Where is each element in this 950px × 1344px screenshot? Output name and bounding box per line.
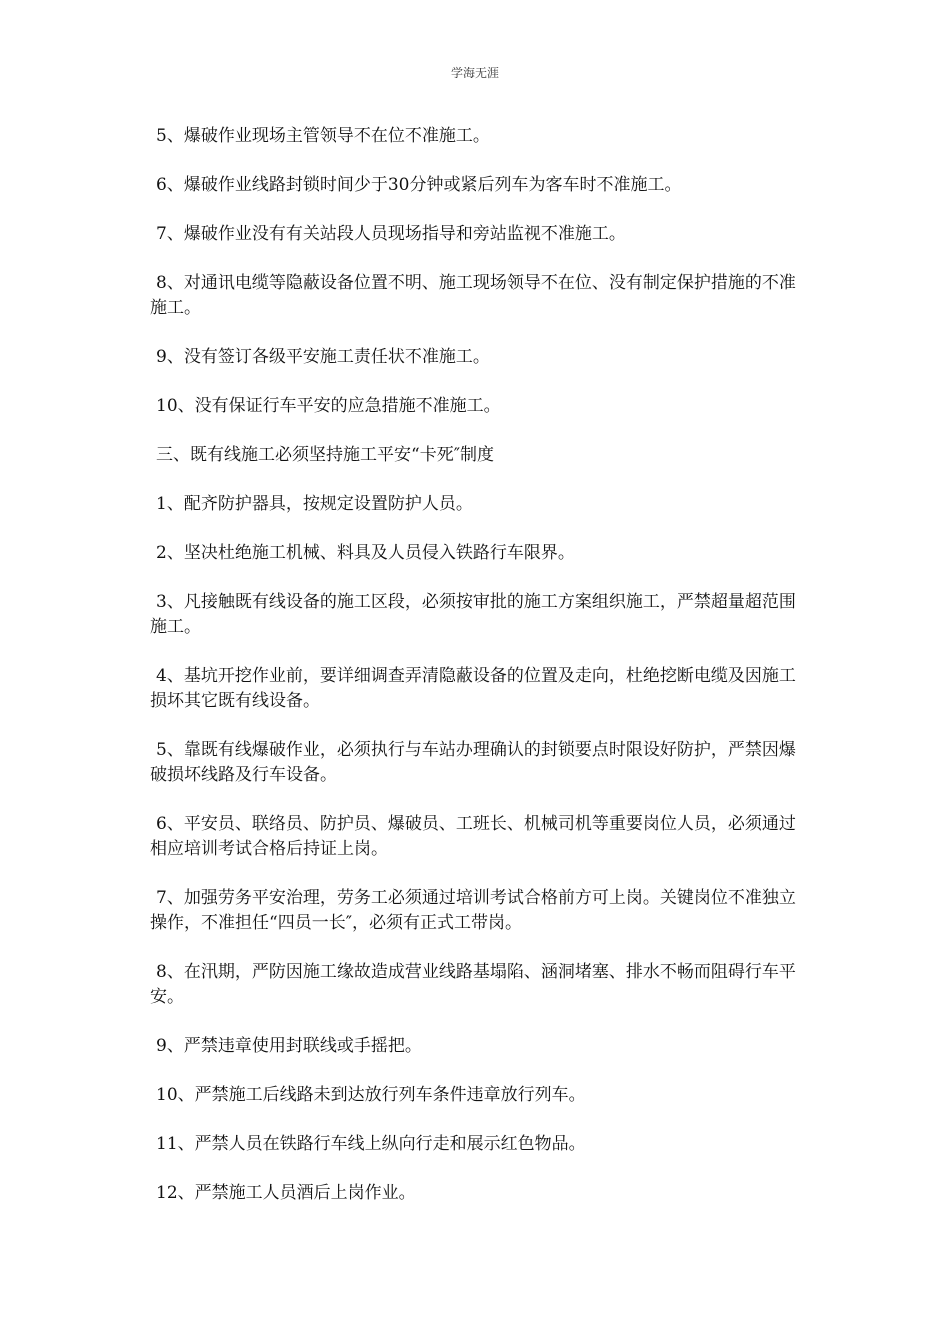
page-header: 学海无涯	[450, 66, 499, 80]
paragraph-item-6: 6、爆破作业线路封锁时间少于30分钟或紧后列车为客车时不准施工。	[156, 175, 682, 195]
paragraph-item-7: 7、爆破作业没有有关站段人员现场指导和旁站监视不准施工。	[156, 224, 626, 244]
rule-item-10: 10、严禁施工后线路未到达放行列车条件违章放行列车。	[156, 1085, 586, 1105]
rule-item-9: 9、严禁违章使用封联线或手摇把。	[156, 1036, 422, 1056]
rule-item-11: 11、严禁人员在铁路行车线上纵向行走和展示红色物品。	[156, 1134, 586, 1154]
rule-item-12: 12、严禁施工人员酒后上岗作业。	[156, 1183, 416, 1203]
rule-item-7: 7、加强劳务平安治理，劳务工必须通过培训考试合格前方可上岗。关键岗位不准独立操作，不准担任“四员一长″，必须有正式工带岗。	[150, 888, 796, 933]
rule-item-5: 5、靠既有线爆破作业，必须执行与车站办理确认的封锁要点时限设好防护，严禁因爆破损坏线路及行车设备。	[150, 740, 796, 785]
section-heading-3: 三、既有线施工必须坚持施工平安“卡死″制度	[156, 445, 495, 465]
paragraph-item-9: 9、没有签订各级平安施工责任状不准施工。	[156, 347, 490, 367]
document-body	[150, 124, 802, 1230]
rule-item-4: 4、基坑开挖作业前，要详细调查弄清隐蔽设备的位置及走向，杜绝挖断电缆及因施工损坏其它既有线设备。	[150, 666, 796, 711]
paragraph-item-10: 10、没有保证行车平安的应急措施不准施工。	[156, 396, 501, 416]
rule-item-8: 8、在汛期，严防因施工缘故造成营业线路基塌陷、涵洞堵塞、排水不畅而阻碍行车平安。	[150, 962, 796, 1007]
paragraph-item-8: 8、对通讯电缆等隐蔽设备位置不明、施工现场领导不在位、没有制定保护措施的不准施工。	[150, 273, 796, 318]
rule-item-6: 6、平安员、联络员、防护员、爆破员、工班长、机械司机等重要岗位人员，必须通过相应培训考试合格后持证上岗。	[150, 814, 796, 859]
rule-item-1: 1、配齐防护器具，按规定设置防护人员。	[156, 494, 473, 514]
paragraph-item-5: 5、爆破作业现场主管领导不在位不准施工。	[156, 126, 490, 146]
rule-item-2: 2、坚决杜绝施工机械、料具及人员侵入铁路行车限界。	[156, 543, 575, 563]
rule-item-3: 3、凡接触既有线设备的施工区段，必须按审批的施工方案组织施工，严禁超量超范围施工。	[150, 592, 796, 637]
